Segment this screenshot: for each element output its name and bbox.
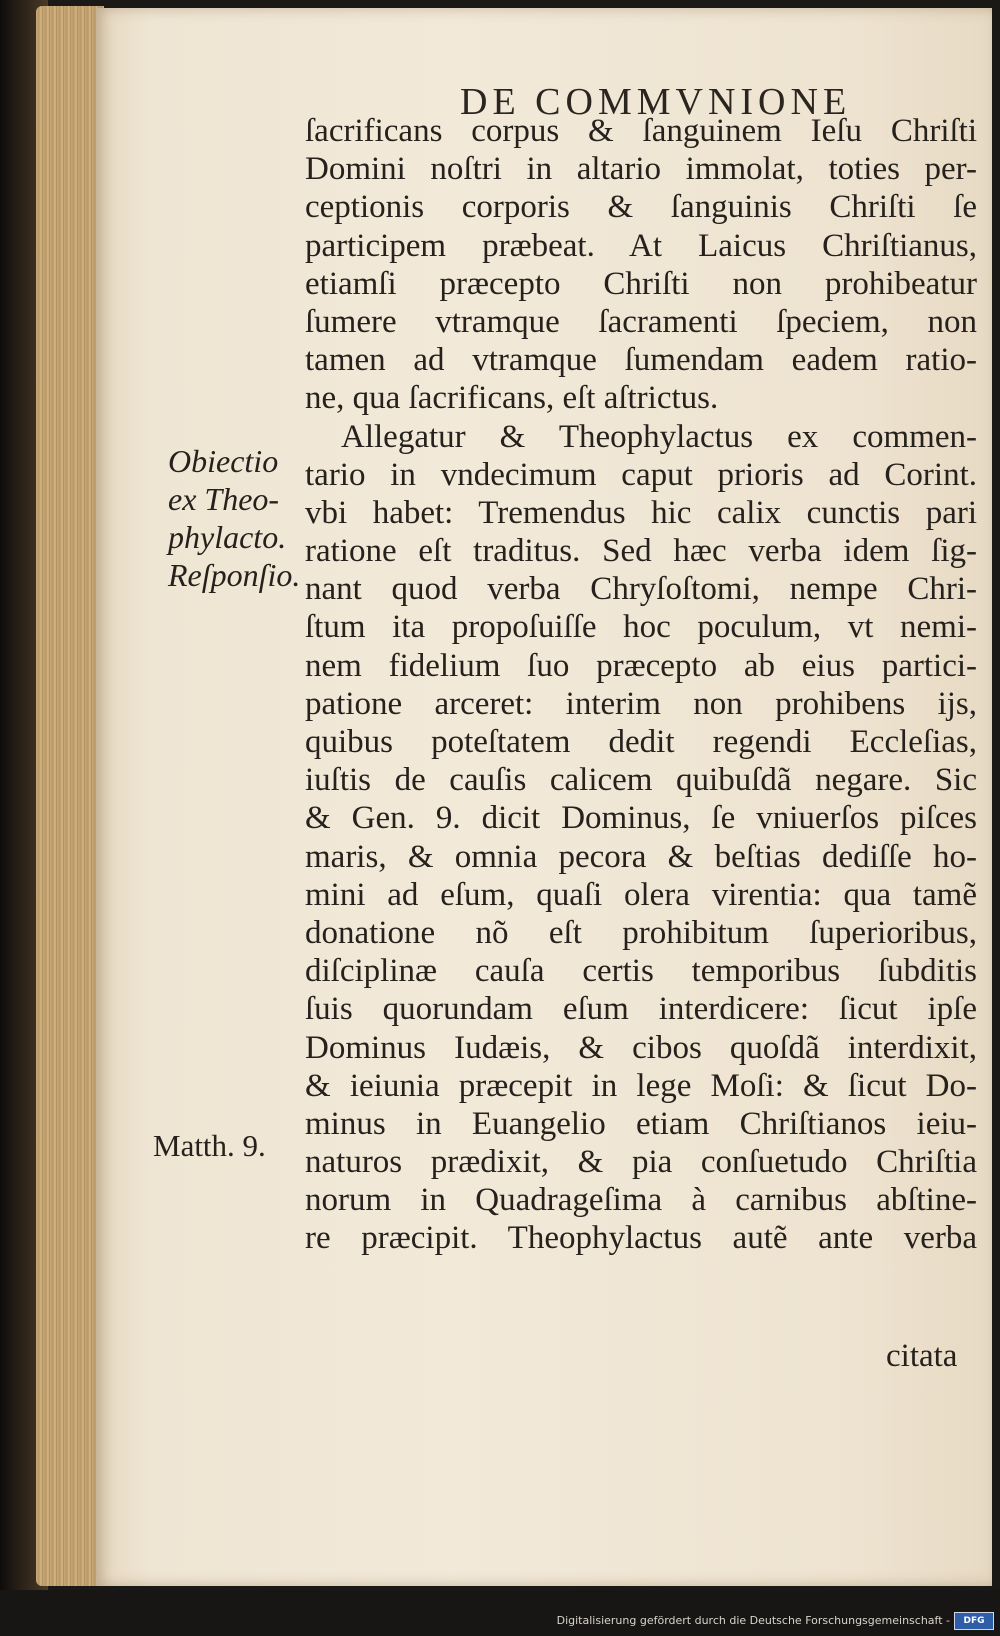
footer-bar: [0, 1590, 1000, 1636]
margin-note-objectio: Obiectio: [168, 443, 279, 479]
dfg-logo-text: DFG: [963, 1616, 985, 1626]
footer-credit: Digitalisierung gefördert durch die Deutsche Forschungsgemeinschaft -: [556, 1614, 950, 1627]
text-line: ratione eſt traditus. Sed hæc verba idem ſig-: [305, 533, 977, 570]
text-line: mini ad eſum, quaſi olera virentia: qua tamẽ: [305, 876, 977, 913]
text-line: & ieiunia præcepit in lege Moſi: & ſicut Do-: [305, 1067, 977, 1104]
text-line: patione arceret: interim non prohibens ijs,: [305, 685, 977, 722]
text-line: ſuis quorundam eſum interdicere: ſicut ipſe: [305, 991, 977, 1028]
text-line: participem præbeat. At Laicus Chriſtianus,: [305, 227, 977, 264]
text-line: donatione nõ eſt prohibitum ſuperioribus,: [305, 914, 977, 951]
text-line: vbi habet: Tremendus hic calix cunctis pari: [305, 494, 977, 531]
margin-note-objectio: ex Theo-: [168, 481, 280, 517]
text-line: naturos prædixit, & pia conſuetudo Chriſtia: [305, 1144, 977, 1181]
margin-note-matth: Matth. 9.: [153, 1128, 266, 1163]
text-line: Domini noſtri in altario immolat, toties per-: [305, 151, 977, 188]
text-line: Allegatur & Theophylactus ex commen-: [341, 418, 977, 455]
text-line: quibus poteſtatem dedit regendi Eccleſias,: [305, 724, 977, 760]
text-line: minus in Euangelio etiam Chriſtianos ieiu-: [305, 1105, 977, 1142]
text-line: diſciplinæ cauſa certis temporibus ſubditis: [305, 953, 977, 990]
text-line: etiamſi præcepto Chriſti non prohibeatur: [305, 265, 977, 302]
text-line: tario in vndecimum caput prioris ad Corint.: [305, 456, 977, 493]
dfg-logo[interactable]: [954, 1612, 994, 1630]
text-line: iuſtis de cauſis calicem quibuſdã negare. Sic: [305, 762, 977, 799]
text-line: ne, qua ſacrificans, eſt aſtrictus.: [305, 380, 719, 417]
text-line: ſumere vtramque ſacramenti ſpeciem, non: [305, 303, 977, 340]
text-line: re præcipit. Theophylactus autẽ ante verba: [305, 1220, 977, 1257]
text-line: nem fidelium ſuo præcepto ab eius partici-: [305, 647, 977, 684]
text-line: Dominus Iudæis, & cibos quoſdã interdixit,: [305, 1029, 977, 1066]
text-line: norum in Quadrageſima à carnibus abſtine-: [305, 1182, 977, 1219]
page-edges: [36, 6, 104, 1586]
text-line: ſacrificans corpus & ſanguinem Ieſu Chriſti: [305, 113, 977, 149]
body-text: [305, 112, 977, 1258]
running-head: DE COMMVNIONE: [460, 81, 852, 123]
text-line: tamen ad vtramque ſumendam eadem ratio-: [305, 342, 977, 379]
text-line: nant quod verba Chryſoſtomi, nempe Chri-: [305, 571, 977, 608]
text-line: ſtum ita propoſuiſſe hoc poculum, vt nemi-: [305, 609, 977, 646]
margin-note-objectio: phylacto.: [168, 519, 287, 555]
margin-note-responsio: Reſponſio.: [168, 557, 301, 593]
text-line: ceptionis corporis & ſanguinis Chriſti ſe: [305, 189, 977, 226]
text-line: & Gen. 9. dicit Dominus, ſe vniuerſos piſces: [305, 800, 977, 837]
catchword: citata: [886, 1338, 958, 1374]
text-line: maris, & omnia pecora & beſtias dediſſe ho-: [305, 838, 977, 875]
